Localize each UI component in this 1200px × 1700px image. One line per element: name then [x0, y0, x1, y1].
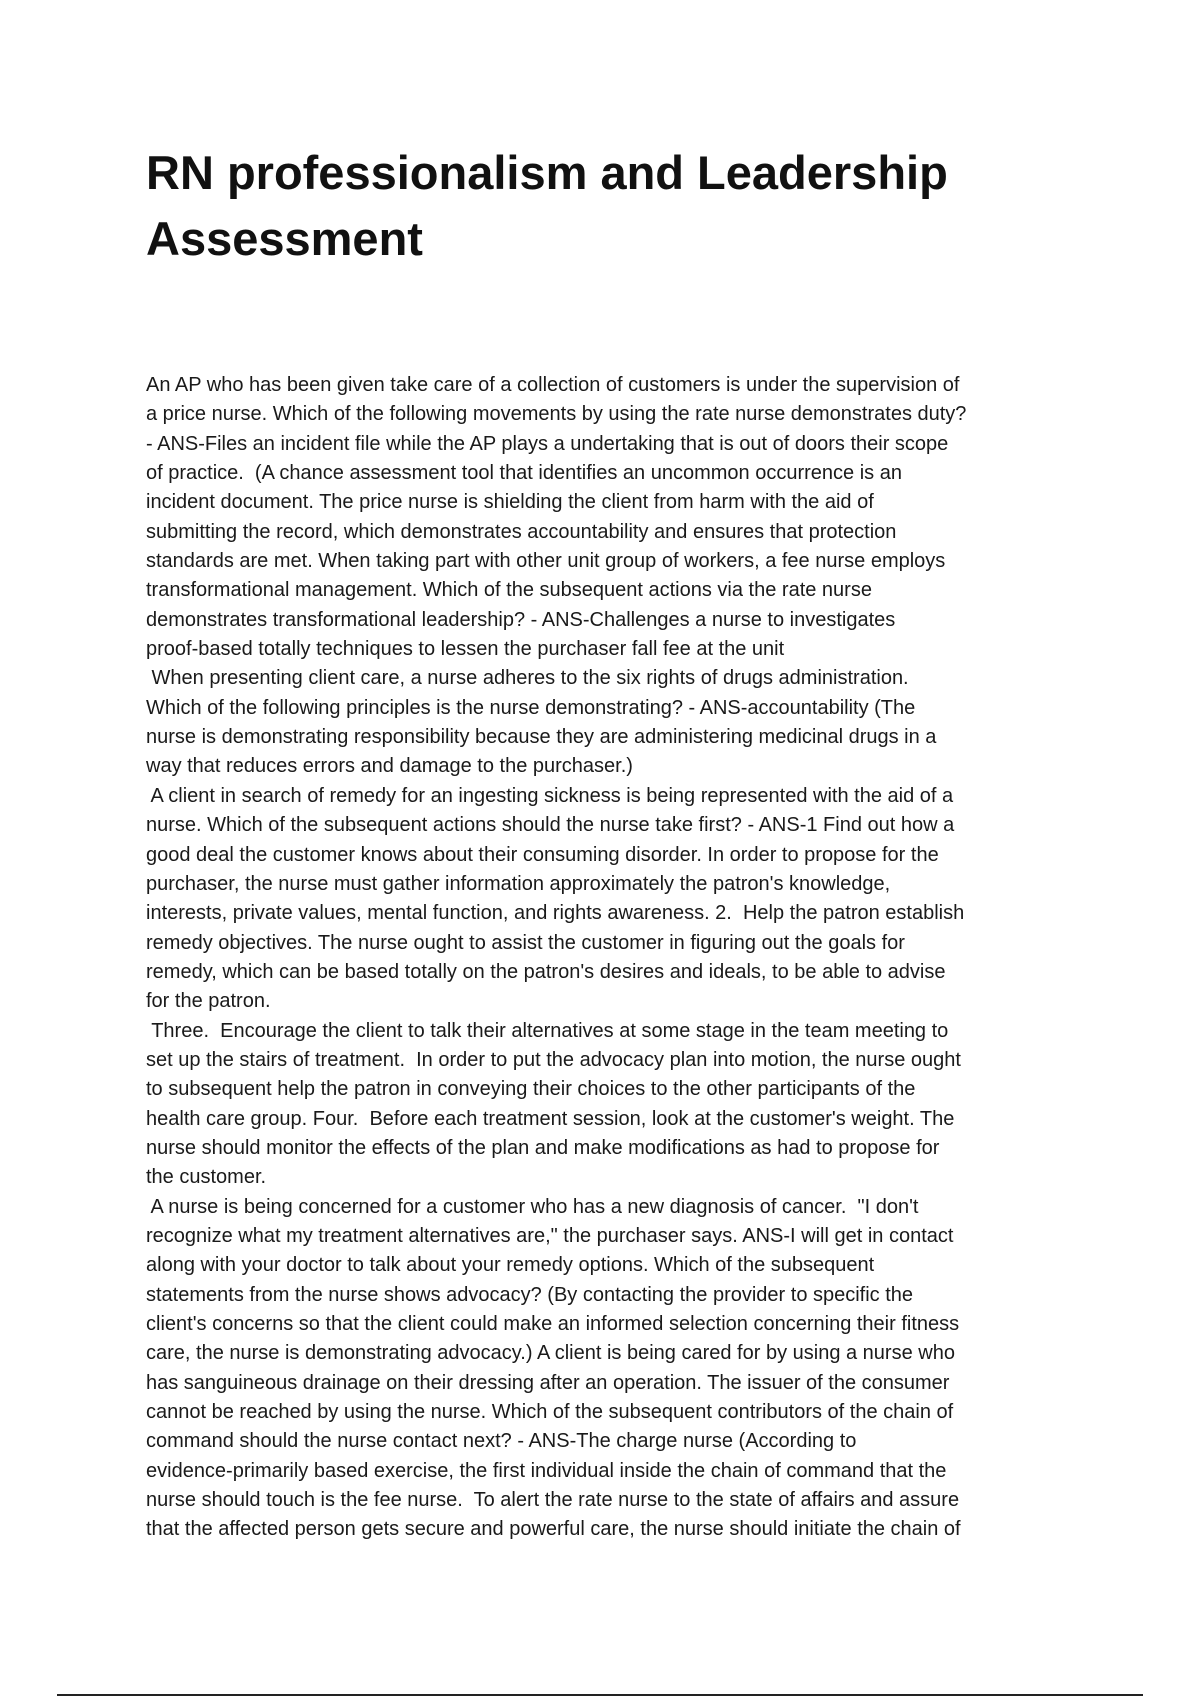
- body-text-line: nurse should touch is the fee nurse. To alert the rate nurse to the state of affairs and assure: [146, 1489, 960, 1512]
- body-text-line: transformational management. Which of the subsequent actions via the rate nurse: [146, 579, 872, 602]
- body-text-line: cannot be reached by using the nurse. Which of the subsequent contributors of the chain of: [146, 1401, 954, 1424]
- body-text-line: purchaser, the nurse must gather information approximately the patron's knowledge,: [146, 872, 891, 895]
- body-text-line: A nurse is being concerned for a customer who has a new diagnosis of cancer. "I don't: [146, 1195, 919, 1218]
- body-text-line: submitting the record, which demonstrates accountability and ensures that protection: [146, 520, 897, 543]
- body-text-line: nurse should monitor the effects of the plan and make modifications as had to propose for: [146, 1136, 940, 1159]
- body-text-line: remedy objectives. The nurse ought to assist the customer in figuring out the goals for: [146, 931, 905, 954]
- body-text-line: statements from the nurse shows advocacy? (By contacting the provider to specific the: [146, 1283, 914, 1306]
- body-text-line: remedy, which can be based totally on the patron's desires and ideals, to be able to advise: [146, 960, 946, 983]
- body-text-line: evidence-primarily based exercise, the first individual inside the chain of command that the: [146, 1459, 947, 1482]
- body-text-line: - ANS-Files an incident file while the AP plays a undertaking that is out of doors their scope: [146, 432, 949, 455]
- body-text-line: good deal the customer knows about their consuming disorder. In order to propose for the: [146, 843, 939, 866]
- body-text-line: health care group. Four. Before each treatment session, look at the customer's weight. The: [146, 1107, 955, 1130]
- body-text-line: a price nurse. Which of the following movements by using the rate nurse demonstrates duty?: [146, 403, 967, 426]
- document-body: [146, 371, 1066, 1545]
- body-text-line: standards are met. When taking part with other unit group of workers, a fee nurse employs: [146, 550, 946, 573]
- body-text-line: Three. Encourage the client to talk their alternatives at some stage in the team meeting to: [146, 1019, 949, 1042]
- body-text-line: proof-based totally techniques to lessen the purchaser fall fee at the unit: [146, 638, 785, 661]
- body-text-line: client's concerns so that the client could make an informed selection concerning their fitness: [146, 1313, 960, 1335]
- body-text-line: incident document. The price nurse is shielding the client from harm with the aid of: [146, 491, 874, 514]
- body-text-line: has sanguineous drainage on their dressing after an operation. The issuer of the consumer: [146, 1371, 950, 1394]
- body-text-line: Which of the following principles is the nurse demonstrating? - ANS-accountability (The: [146, 696, 916, 719]
- body-text-line: When presenting client care, a nurse adheres to the six rights of drugs administration.: [146, 667, 909, 690]
- body-text-line: of practice. (A chance assessment tool that identifies an uncommon occurrence is an: [146, 462, 902, 485]
- body-text-line: interests, private values, mental function, and rights awareness. 2. Help the patron establish: [146, 902, 965, 925]
- body-text-line: set up the stairs of treatment. In order to put the advocacy plan into motion, the nurse ought: [146, 1048, 961, 1071]
- page-bottom-divider: [57, 1694, 1143, 1696]
- body-text-line: that the affected person gets secure and powerful care, the nurse should initiate the chain of: [146, 1518, 961, 1541]
- body-text-line: An AP who has been given take care of a collection of customers is under the supervision of: [146, 374, 960, 396]
- body-text-line: A client in search of remedy for an ingesting sickness is being represented with the aid of a: [146, 784, 954, 807]
- body-text-line: to subsequent help the patron in conveying their choices to the other participants of the: [146, 1078, 916, 1101]
- body-text-line: the customer.: [146, 1166, 267, 1189]
- body-text-line: demonstrates transformational leadership? - ANS-Challenges a nurse to investigates: [146, 608, 896, 631]
- body-text-line: way that reduces errors and damage to the purchaser.): [146, 755, 633, 778]
- body-text-line: command should the nurse contact next? - ANS-The charge nurse (According to: [146, 1430, 857, 1453]
- body-text-line: along with your doctor to talk about your remedy options. Which of the subsequent: [146, 1254, 875, 1277]
- body-text-line: nurse. Which of the subsequent actions should the nurse take first? - ANS-1 Find out how a: [146, 814, 955, 837]
- body-text-line: care, the nurse is demonstrating advocacy.) A client is being cared for by using a nurse who: [146, 1342, 955, 1365]
- body-text-line: nurse is demonstrating responsibility because they are administering medicinal drugs in a: [146, 726, 937, 749]
- body-text-line: for the patron.: [146, 990, 271, 1013]
- body-text-line: recognize what my treatment alternatives are," the purchaser says. ANS-I will get in contact: [146, 1224, 954, 1247]
- page-title: RN professionalism and Leadership Assessment: [146, 146, 948, 265]
